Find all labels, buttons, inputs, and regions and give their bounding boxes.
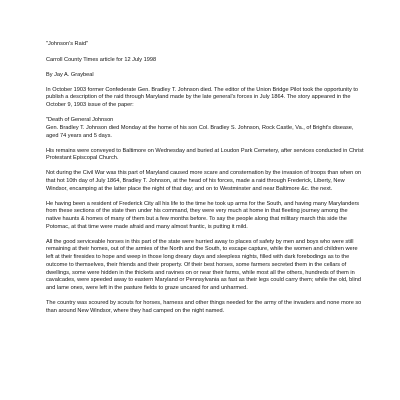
- quote-first-paragraph: Gen. Bradley T. Johnson died Monday at the home of his son Col. Bradley S. Johnson, Rock Castle, Va., of Bright's disease, aged 74 years and 5 days.: [46, 124, 354, 139]
- body-paragraph: His remains were conveyed to Baltimore on Wednesday and buried at Loudon Park Cemetery, after services conducted in Christ Protestant Episcopal Church.: [46, 147, 364, 162]
- quote-heading: "Death of General Johnson: [46, 117, 114, 124]
- article-source: Carroll County Times article for 12 July 1998: [46, 56, 157, 63]
- body-paragraph: He having been a resident of Frederick City all his life to the time he took up arms for the South, and having many Marylanders from these sections of the state then under his command, they were very much at home in that fleeting journey among the native haunts & homes of many of them but a few months before. To say the people along that military march this side the Potomac, at that time were made afraid and many almost frantic, is putting it mild.: [46, 200, 360, 230]
- body-paragraph: All the good serviceable horses in this part of the state were hurried away to places of safety by men and boys who were still remaining at their homes, out of the armies of the North and the South, to escape capture, while the women and children were left at their firesides to hope and weep in those long dreary days and sleepless nights, filled with dark forebodings as to the outcome to themselves, their friends and their property. Of their best horses, some farmers secreted them in the cellars of dwellings, some were hidden in the thickets and ravines on or near their farms, while most all the others, hundreds of them in cavalcades, were speeded away to eastern Maryland or Pennsylvania as fast as their legs could carry them; while the old, blind and lame ones, were left in the pasture fields to graze uncared for and unharmed.: [46, 238, 361, 291]
- intro-paragraph: In October 1903 former Confederate Gen. Bradley T. Johnson died. The editor of the Union Bridge Pilot took the opportunity to publish a description of the raid through Maryland made by the late general's forces in July 1864. The story appeared in the October 9, 1903 issue of the paper:: [46, 86, 358, 109]
- quoted-obituary: [46, 117, 364, 140]
- article-body: [46, 41, 364, 323]
- article-title: "Johnson's Raid": [46, 41, 89, 47]
- article-byline: By Jay A. Graybeal: [46, 71, 94, 78]
- body-paragraph: Not during the Civil War was this part of Maryland caused more scare and consternation by the invasion of troops than when on that hot 10th day of July 1864, Bradley T. Johnson, at the head of his forces, made a raid through Frederick, Liberty, New Windsor, encamping at the latter place the night of that day; and on to Westminster and near Baltimore &c. the next.: [46, 170, 362, 192]
- body-paragraph: The country was scoured by scouts for horses, harness and other things needed for the army of the invaders and none more so than around New Windsor, where they had camped on the night named.: [46, 299, 362, 314]
